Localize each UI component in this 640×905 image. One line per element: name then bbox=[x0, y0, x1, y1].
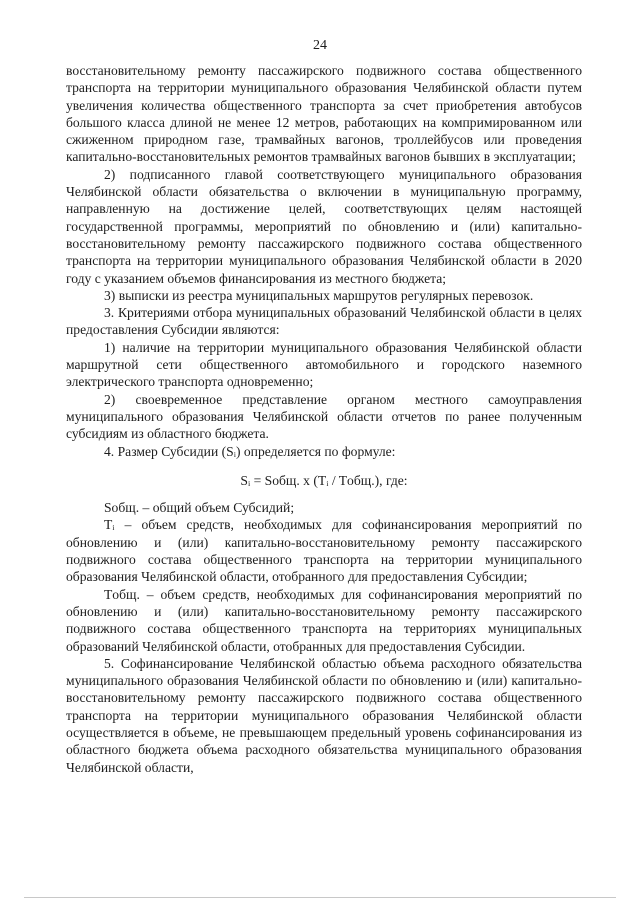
formula: Sᵢ = Sобщ. x (Tᵢ / Tобщ.), где: bbox=[240, 472, 408, 488]
paragraph-continuation: восстановительному ремонту пассажирского подвижного состава общественного транспорта на территории муниципального образования Челябинской области путем увеличения количества общественного транспорта за счет приобретения автобусов большого класса длиной не менее 12 метров, работающих на компримированном или сжиженном природном газе, трамвайных вагонов, троллейбусов или проведения капитально-восстановительных ремонтов трамвайных вагонов бывших в эксплуатации; bbox=[66, 63, 582, 165]
paragraph-item-2-obligation: 2) подписанного главой соответствующего муниципального образования Челябинской области обязательства о включении в муниципальную программу, направленную на достижение целей, соответствующих целям настоящей государственной программы, мероприятий по обновлению и (или) капитально-восстановительному ремонту пассажирского подвижного состава общественного транспорта на территории муниципального образования Челябинской области в 2020 году с указанием объемов финансирования из местного бюджета; bbox=[66, 166, 582, 286]
definition-s-total: Sобщ. – общий объем Субсидий; bbox=[104, 500, 295, 516]
paragraph-section-5-cofinancing: 5. Софинансирование Челябинской областью объема расходного обязательства муниципального образования Челябинской области по обновлению и (или) капитально-восстановительному ремонту пассажирского подвижного состава общественного транспорта на территории муниципального образования Челябинской области осуществляется в объеме, не превышающем предельный уровень софинансирования из областного бюджета объема расходного обязательства муниципального образования Челябинской области, bbox=[66, 655, 582, 775]
page-number: 24 bbox=[313, 38, 327, 53]
definition-t-total: Tобщ. – объем средств, необходимых для софинансирования мероприятий по обновлению и (или) капитально-восстановительному ремонту пассажирского подвижного состава общественного транспорта на территориях муниципальных образований Челябинской области, отобранных для предоставления Субсидии. bbox=[66, 586, 582, 654]
paragraph-item-3-registry: 3) выписки из реестра муниципальных маршрутов регулярных перевозок. bbox=[104, 287, 534, 303]
document-body bbox=[66, 62, 582, 776]
page-bottom-edge bbox=[24, 897, 616, 898]
definition-t-i: Tᵢ – объем средств, необходимых для софинансирования мероприятий по обновлению и (или) капитально-восстановительному ремонту пассажирского подвижного состава общественного транспорта на территории муниципального образования Челябинской области, отобранного для предоставления Субсидии; bbox=[66, 517, 582, 585]
paragraph-criterion-2: 2) своевременное представление органом местного самоуправления муниципального образования Челябинской области отчетов по ранее полученным субсидиям из областного бюджета. bbox=[66, 391, 582, 442]
paragraph-section-4-size: 4. Размер Субсидии (Sᵢ) определяется по формуле: bbox=[104, 443, 396, 459]
paragraph-criterion-1: 1) наличие на территории муниципального образования Челябинской области маршрутной сети общественного автомобильного и городского наземного электрического транспорта одновременно; bbox=[66, 339, 582, 390]
paragraph-section-3-criteria: 3. Критериями отбора муниципальных образований Челябинской области в целях предоставления Субсидии являются: bbox=[66, 305, 582, 338]
